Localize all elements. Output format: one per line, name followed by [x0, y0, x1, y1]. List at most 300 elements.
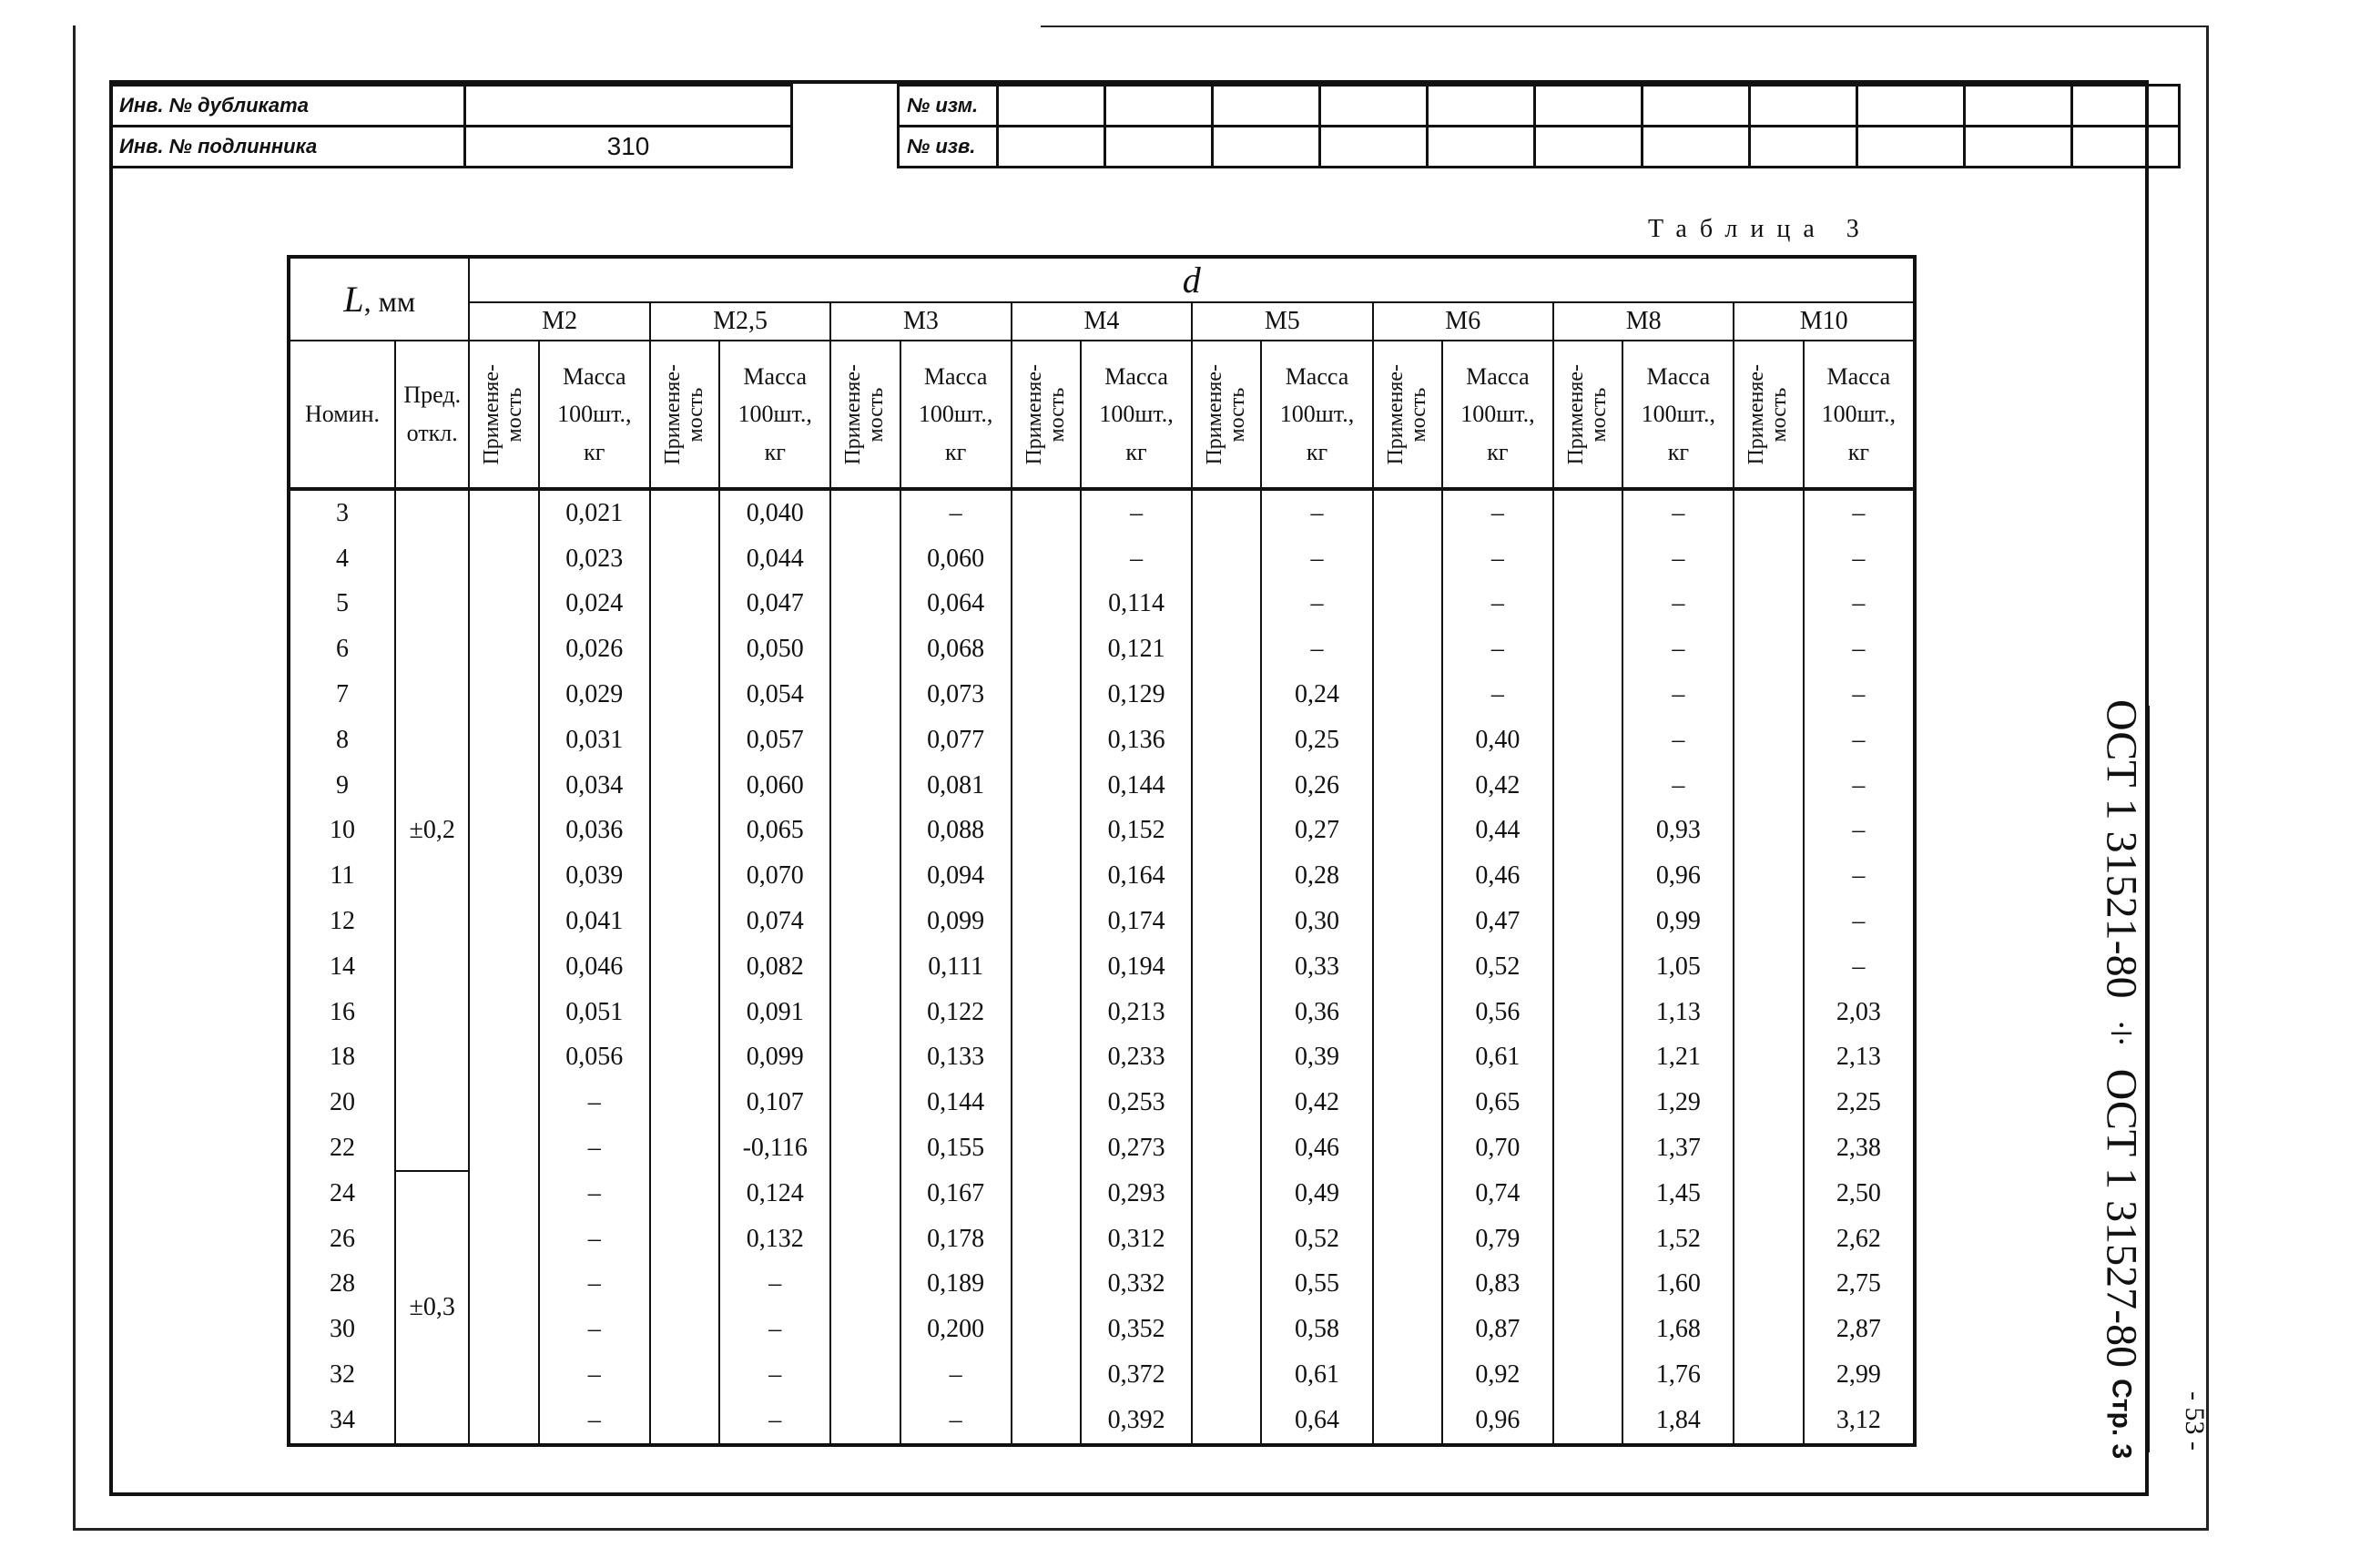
- mass-cell: 2,87: [1804, 1307, 1915, 1352]
- mass-cell: –: [539, 1398, 650, 1445]
- inventory-stamp: [109, 84, 793, 168]
- change-cell: [1428, 86, 1535, 127]
- applicability-cell: [1553, 1125, 1622, 1171]
- applicability-cell: [830, 853, 900, 899]
- mass-cell: 0,129: [1081, 672, 1192, 718]
- applicability-cell: [1012, 1125, 1081, 1171]
- mass-cell: 0,96: [1442, 1398, 1553, 1445]
- notice-cell: [1965, 127, 2072, 168]
- applicability-cell: [830, 990, 900, 1035]
- applicability-cell: [1734, 1080, 1803, 1125]
- mass-cell: 0,024: [539, 582, 650, 627]
- mass-cell: –: [1804, 626, 1915, 672]
- applicability-cell: [1553, 1398, 1622, 1445]
- mass-cell: –: [1622, 626, 1734, 672]
- mass-header-line: 100шт.,: [737, 401, 812, 428]
- applicability-cell: [830, 763, 900, 809]
- change-cell: [1643, 86, 1750, 127]
- applicability-header: [1192, 341, 1261, 489]
- applicability-cell: [1553, 1262, 1622, 1308]
- applicability-cell: [469, 763, 538, 809]
- mass-header-line: Масса: [1285, 362, 1349, 390]
- mass-cell: 0,49: [1261, 1171, 1372, 1217]
- mass-header-line: Масса: [743, 362, 808, 390]
- table-row: [289, 1262, 1915, 1308]
- change-cell: [1857, 86, 1965, 127]
- applicability-cell: [1192, 809, 1261, 854]
- mass-header-line: Масса: [1826, 362, 1891, 390]
- page-label: Стр. 3: [2106, 1379, 2137, 1460]
- mass-cell: 0,088: [900, 809, 1012, 854]
- applicability-cell: [650, 763, 719, 809]
- mass-cell: –: [1442, 536, 1553, 582]
- mass-header-line: кг: [584, 438, 605, 465]
- applicability-cell: [650, 1352, 719, 1398]
- mass-cell: –: [1261, 582, 1372, 627]
- mass-cell: 0,039: [539, 853, 650, 899]
- mass-cell: 0,136: [1081, 718, 1192, 763]
- mass-cell: 0,060: [900, 536, 1012, 582]
- applicability-header: [469, 341, 538, 489]
- nominal-length-cell: 34: [289, 1398, 395, 1445]
- mass-cell: 0,96: [1622, 853, 1734, 899]
- mass-cell: 0,040: [719, 489, 830, 536]
- mass-cell: 0,36: [1261, 990, 1372, 1035]
- standard-designation: [2094, 692, 2149, 1466]
- applicability-cell: [830, 1125, 900, 1171]
- mass-cell: 0,52: [1442, 944, 1553, 990]
- applicability-cell: [1012, 672, 1081, 718]
- applicability-cell: [1012, 763, 1081, 809]
- mass-cell: 0,30: [1261, 899, 1372, 944]
- mass-cell: 0,253: [1081, 1080, 1192, 1125]
- applicability-cell: [469, 718, 538, 763]
- applicability-cell: [1192, 1125, 1261, 1171]
- mass-cell: –: [1804, 672, 1915, 718]
- applicability-cell: [1373, 672, 1442, 718]
- size-header-row: [289, 302, 1915, 341]
- applicability-cell: [650, 1080, 719, 1125]
- applicability-label: Применяе- мость: [480, 363, 527, 465]
- applicability-cell: [830, 1262, 900, 1308]
- mass-header-line: Масса: [1104, 362, 1168, 390]
- applicability-cell: [650, 626, 719, 672]
- mass-cell: –: [1622, 672, 1734, 718]
- mass-cell: –: [1804, 899, 1915, 944]
- table-row: [289, 1035, 1915, 1081]
- mass-cell: 0,152: [1081, 809, 1192, 854]
- applicability-cell: [1192, 1262, 1261, 1308]
- change-cell: [2072, 86, 2180, 127]
- mass-cell: 1,68: [1622, 1307, 1734, 1352]
- applicability-cell: [1734, 1171, 1803, 1217]
- subheader-row: [289, 341, 1915, 489]
- mass-cell: 0,050: [719, 626, 830, 672]
- mass-cell: 0,99: [1622, 899, 1734, 944]
- table-caption: Таблица 3: [1648, 215, 1872, 243]
- mass-cell: 1,52: [1622, 1217, 1734, 1262]
- mass-cell: 1,21: [1622, 1035, 1734, 1081]
- mass-cell: 0,46: [1442, 853, 1553, 899]
- applicability-cell: [1553, 1035, 1622, 1081]
- applicability-cell: [1373, 1398, 1442, 1445]
- mass-cell: –: [539, 1307, 650, 1352]
- mass-header-line: 100шт.,: [557, 401, 632, 428]
- page-number-text: - 53 -: [2180, 1390, 2210, 1451]
- applicability-cell: [1373, 809, 1442, 854]
- applicability-cell: [469, 1080, 538, 1125]
- mass-header-line: Масса: [1646, 362, 1711, 390]
- table-row: [289, 809, 1915, 854]
- table-row: [289, 1217, 1915, 1262]
- mass-header-line: кг: [1306, 438, 1328, 465]
- mass-cell: 0,64: [1261, 1398, 1372, 1445]
- applicability-cell: [1012, 1307, 1081, 1352]
- change-cell: [1750, 86, 1857, 127]
- table-row: [289, 718, 1915, 763]
- mass-cell: 0,091: [719, 990, 830, 1035]
- applicability-cell: [1553, 672, 1622, 718]
- applicability-cell: [1012, 1035, 1081, 1081]
- mass-cell: 0,87: [1442, 1307, 1553, 1352]
- nominal-length-cell: 24: [289, 1171, 395, 1217]
- mass-cell: 1,37: [1622, 1125, 1734, 1171]
- applicability-cell: [1192, 718, 1261, 763]
- mass-cell: 0,144: [1081, 763, 1192, 809]
- applicability-cell: [830, 1352, 900, 1398]
- mass-cell: 0,24: [1261, 672, 1372, 718]
- mass-header-line: Масса: [1466, 362, 1530, 390]
- applicability-cell: [1373, 536, 1442, 582]
- applicability-cell: [1553, 944, 1622, 990]
- applicability-cell: [1734, 809, 1803, 854]
- mass-cell: –: [900, 1352, 1012, 1398]
- size-header: M5: [1192, 302, 1372, 341]
- mass-cell: 0,178: [900, 1217, 1012, 1262]
- applicability-cell: [1012, 899, 1081, 944]
- applicability-cell: [1192, 1217, 1261, 1262]
- applicability-cell: [830, 626, 900, 672]
- mass-cell: 0,021: [539, 489, 650, 536]
- mass-cell: 0,312: [1081, 1217, 1192, 1262]
- table-row: [289, 1352, 1915, 1398]
- notice-cell: [998, 127, 1105, 168]
- mass-cell: 0,46: [1261, 1125, 1372, 1171]
- applicability-cell: [1734, 899, 1803, 944]
- nominal-length-cell: 7: [289, 672, 395, 718]
- nominal-length-cell: 20: [289, 1080, 395, 1125]
- applicability-cell: [650, 582, 719, 627]
- applicability-cell: [1192, 582, 1261, 627]
- applicability-cell: [1192, 1171, 1261, 1217]
- applicability-cell: [830, 1217, 900, 1262]
- mass-cell: –: [1804, 718, 1915, 763]
- mass-cell: 0,132: [719, 1217, 830, 1262]
- mass-cell: 0,074: [719, 899, 830, 944]
- notice-cell: [1428, 127, 1535, 168]
- mass-cell: 0,082: [719, 944, 830, 990]
- applicability-cell: [1553, 536, 1622, 582]
- applicability-cell: [1553, 809, 1622, 854]
- mass-header: [1442, 341, 1553, 489]
- applicability-cell: [830, 672, 900, 718]
- applicability-cell: [1373, 899, 1442, 944]
- mass-cell: 0,39: [1261, 1035, 1372, 1081]
- notice-cell: [1535, 127, 1643, 168]
- table-row: [289, 1307, 1915, 1352]
- applicability-cell: [1553, 1217, 1622, 1262]
- mass-header: [719, 341, 830, 489]
- applicability-cell: [1553, 1080, 1622, 1125]
- nominal-length-cell: 5: [289, 582, 395, 627]
- table-row: [289, 853, 1915, 899]
- applicability-cell: [830, 1080, 900, 1125]
- inv-duplicate-value: [465, 86, 792, 127]
- table-row: [289, 990, 1915, 1035]
- mass-cell: –: [1261, 536, 1372, 582]
- table-row: [289, 1080, 1915, 1125]
- applicability-cell: [469, 1262, 538, 1308]
- mass-cell: 2,62: [1804, 1217, 1915, 1262]
- mass-cell: –: [1622, 489, 1734, 536]
- applicability-cell: [1192, 1398, 1261, 1445]
- applicability-cell: [1373, 1125, 1442, 1171]
- applicability-cell: [650, 1262, 719, 1308]
- mass-cell: –: [1804, 853, 1915, 899]
- mass-cell: –: [719, 1262, 830, 1308]
- mass-cell: 0,046: [539, 944, 650, 990]
- applicability-cell: [1734, 853, 1803, 899]
- table-row: [289, 944, 1915, 990]
- mass-cell: 0,107: [719, 1080, 830, 1125]
- applicability-cell: [1192, 536, 1261, 582]
- mass-cell: 0,051: [539, 990, 650, 1035]
- applicability-header: [830, 341, 900, 489]
- mass-cell: 0,83: [1442, 1262, 1553, 1308]
- applicability-cell: [1734, 672, 1803, 718]
- mass-cell: 0,023: [539, 536, 650, 582]
- applicability-cell: [650, 1125, 719, 1171]
- mass-cell: 0,392: [1081, 1398, 1192, 1445]
- mass-cell: 0,52: [1261, 1217, 1372, 1262]
- mass-cell: 1,60: [1622, 1262, 1734, 1308]
- applicability-cell: [1373, 1080, 1442, 1125]
- applicability-cell: [1373, 1352, 1442, 1398]
- mass-cell: –: [539, 1125, 650, 1171]
- mass-cell: 2,13: [1804, 1035, 1915, 1081]
- mass-cell: 0,099: [719, 1035, 830, 1081]
- applicability-cell: [1012, 1171, 1081, 1217]
- applicability-cell: [830, 718, 900, 763]
- mass-cell: 2,38: [1804, 1125, 1915, 1171]
- mass-cell: 0,047: [719, 582, 830, 627]
- mass-cell: –: [1442, 672, 1553, 718]
- mass-cell: –: [900, 489, 1012, 536]
- nominal-length-cell: 16: [289, 990, 395, 1035]
- applicability-cell: [830, 944, 900, 990]
- nominal-length-cell: 30: [289, 1307, 395, 1352]
- notice-cell: [1750, 127, 1857, 168]
- mass-cell: 0,057: [719, 718, 830, 763]
- applicability-cell: [469, 899, 538, 944]
- applicability-cell: [1192, 1307, 1261, 1352]
- tolerance-cell: ±0,3: [395, 1171, 469, 1445]
- table-row: [289, 1398, 1915, 1445]
- mass-cell: 2,03: [1804, 990, 1915, 1035]
- mass-cell: 0,372: [1081, 1352, 1192, 1398]
- mass-cell: 0,352: [1081, 1307, 1192, 1352]
- applicability-cell: [1373, 582, 1442, 627]
- mass-cell: -0,116: [719, 1125, 830, 1171]
- mass-cell: 3,12: [1804, 1398, 1915, 1445]
- applicability-cell: [1012, 626, 1081, 672]
- mass-cell: 1,05: [1622, 944, 1734, 990]
- mass-cell: 0,55: [1261, 1262, 1372, 1308]
- mass-cell: –: [1261, 626, 1372, 672]
- applicability-cell: [1553, 990, 1622, 1035]
- nominal-length-cell: 10: [289, 809, 395, 854]
- mass-cell: 2,25: [1804, 1080, 1915, 1125]
- mass-cell: 2,99: [1804, 1352, 1915, 1398]
- change-cell: [1535, 86, 1643, 127]
- applicability-cell: [1192, 1352, 1261, 1398]
- table-row: [289, 899, 1915, 944]
- mass-cell: 0,194: [1081, 944, 1192, 990]
- mass-cell: 0,40: [1442, 718, 1553, 763]
- applicability-cell: [1012, 809, 1081, 854]
- applicability-cell: [1373, 489, 1442, 536]
- change-no-label: № изм.: [899, 86, 998, 127]
- change-stamp: [897, 84, 2181, 168]
- applicability-cell: [830, 899, 900, 944]
- applicability-cell: [1553, 853, 1622, 899]
- change-cell: [1320, 86, 1428, 127]
- size-header: M8: [1553, 302, 1734, 341]
- applicability-cell: [1012, 718, 1081, 763]
- mass-cell: 0,44: [1442, 809, 1553, 854]
- mass-cell: 0,111: [900, 944, 1012, 990]
- mass-cell: 0,164: [1081, 853, 1192, 899]
- mass-cell: –: [1442, 626, 1553, 672]
- applicability-cell: [469, 1171, 538, 1217]
- tolerance-header: Пред. откл.: [395, 341, 469, 489]
- mass-cell: –: [1804, 536, 1915, 582]
- mass-header-line: 100шт.,: [1460, 401, 1535, 428]
- applicability-header: [1553, 341, 1622, 489]
- mass-cell: 0,094: [900, 853, 1012, 899]
- mass-cell: 0,42: [1261, 1080, 1372, 1125]
- change-cell: [1105, 86, 1213, 127]
- applicability-cell: [1553, 489, 1622, 536]
- applicability-cell: [1734, 990, 1803, 1035]
- mass-header-line: Масса: [923, 362, 988, 390]
- applicability-cell: [1192, 899, 1261, 944]
- mass-header: [1081, 341, 1192, 489]
- table-row: [289, 582, 1915, 627]
- mass-cell: 0,25: [1261, 718, 1372, 763]
- nominal-length-cell: 28: [289, 1262, 395, 1308]
- applicability-cell: [1192, 944, 1261, 990]
- applicability-cell: [1012, 944, 1081, 990]
- applicability-cell: [1553, 763, 1622, 809]
- mass-cell: 0,036: [539, 809, 650, 854]
- applicability-cell: [469, 489, 538, 536]
- inv-original-label: Инв. № подлинника: [111, 127, 465, 168]
- applicability-cell: [650, 672, 719, 718]
- mass-cell: 0,27: [1261, 809, 1372, 854]
- mass-cell: 0,124: [719, 1171, 830, 1217]
- mass-cell: 0,121: [1081, 626, 1192, 672]
- applicability-label: Применяе- мость: [1022, 363, 1069, 465]
- applicability-cell: [830, 536, 900, 582]
- applicability-cell: [1373, 1171, 1442, 1217]
- mass-cell: –: [1622, 718, 1734, 763]
- mass-cell: 0,155: [900, 1125, 1012, 1171]
- mass-cell: –: [1261, 489, 1372, 536]
- table-row: [289, 763, 1915, 809]
- mass-cell: 0,273: [1081, 1125, 1192, 1171]
- applicability-cell: [1373, 853, 1442, 899]
- applicability-label: Применяе- мость: [1744, 363, 1792, 465]
- applicability-cell: [830, 489, 900, 536]
- mass-cell: –: [1081, 489, 1192, 536]
- mass-cell: 0,93: [1622, 809, 1734, 854]
- mass-cell: –: [719, 1307, 830, 1352]
- mass-cell: 0,61: [1261, 1352, 1372, 1398]
- nominal-length-cell: 22: [289, 1125, 395, 1171]
- nominal-length-cell: 9: [289, 763, 395, 809]
- applicability-cell: [1734, 944, 1803, 990]
- applicability-cell: [1553, 626, 1622, 672]
- mass-header-line: кг: [764, 438, 786, 465]
- nominal-length-cell: 11: [289, 853, 395, 899]
- mass-cell: 0,200: [900, 1307, 1012, 1352]
- mass-cell: 0,031: [539, 718, 650, 763]
- applicability-cell: [1734, 1217, 1803, 1262]
- length-header: [289, 257, 469, 341]
- notice-cell: [1213, 127, 1320, 168]
- table-body: [289, 489, 1915, 1445]
- mass-cell: 0,122: [900, 990, 1012, 1035]
- mass-cell: 1,29: [1622, 1080, 1734, 1125]
- applicability-cell: [1734, 1352, 1803, 1398]
- nominal-length-cell: 6: [289, 626, 395, 672]
- size-header: M2,5: [650, 302, 830, 341]
- mass-cell: –: [1442, 582, 1553, 627]
- mass-cell: –: [1622, 536, 1734, 582]
- mass-cell: 0,58: [1261, 1307, 1372, 1352]
- mass-table: [287, 255, 1917, 1447]
- change-cell: [1213, 86, 1320, 127]
- applicability-cell: [650, 1307, 719, 1352]
- mass-cell: 0,133: [900, 1035, 1012, 1081]
- mass-cell: 0,099: [900, 899, 1012, 944]
- mass-cell: 0,28: [1261, 853, 1372, 899]
- applicability-cell: [1012, 1352, 1081, 1398]
- applicability-cell: [1734, 1398, 1803, 1445]
- applicability-cell: [1012, 489, 1081, 536]
- mass-cell: 0,332: [1081, 1262, 1192, 1308]
- applicability-cell: [1734, 626, 1803, 672]
- applicability-label: Применяе- мость: [1563, 363, 1612, 465]
- applicability-cell: [1012, 1080, 1081, 1125]
- applicability-cell: [830, 1398, 900, 1445]
- mass-header: [1261, 341, 1372, 489]
- table-row: [289, 536, 1915, 582]
- table-row: [289, 1171, 1915, 1217]
- applicability-cell: [1734, 536, 1803, 582]
- applicability-header: [1373, 341, 1442, 489]
